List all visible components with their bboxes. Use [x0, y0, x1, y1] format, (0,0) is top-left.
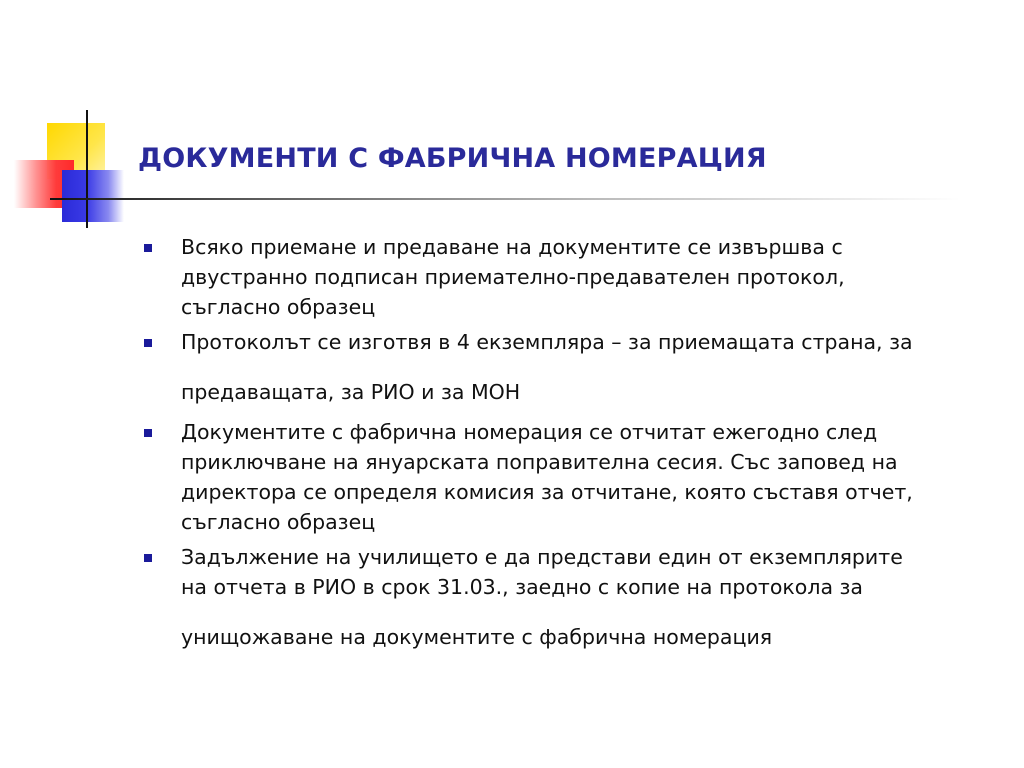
bullet-text-line: Всяко приемане и предаване на документите се извършва с	[181, 235, 843, 259]
square-bullet-icon	[144, 339, 152, 347]
bullet-text-line: приключване на януарската поправителна сесия. Със заповед на	[181, 450, 898, 474]
square-bullet-icon	[144, 554, 152, 562]
bullet-text-line: предаващата, за РИО и за МОН	[181, 380, 521, 404]
bullet-text-line: съгласно образец	[181, 510, 376, 534]
bullet-text-line: Задължение на училището е да представи един от екземплярите	[181, 545, 903, 569]
slide-title: ДОКУМЕНТИ С ФАБРИЧНА НОМЕРАЦИЯ	[138, 143, 767, 174]
square-bullet-icon	[144, 244, 152, 252]
bullet-text-line: двустранно подписан приемателно-предавателен протокол,	[181, 265, 845, 289]
logo-blue-square	[62, 170, 124, 222]
bullet-text-line: Документите с фабрична номерация се отчитат ежегодно след	[181, 420, 878, 444]
bullet-item	[140, 417, 990, 537]
bullet-list	[140, 232, 990, 652]
bullet-item	[140, 232, 990, 322]
title-underline	[50, 198, 960, 200]
bullet-text-line: унищожаване на документите с фабрична номерация	[181, 625, 773, 649]
bullet-item	[140, 542, 990, 652]
bullet-text-line: Протоколът се изготвя в 4 екземпляра – за приемащата страна, за	[181, 330, 913, 354]
square-bullet-icon	[144, 429, 152, 437]
bullet-item	[140, 327, 990, 407]
logo-vertical-line	[86, 110, 88, 228]
bullet-text-line: съгласно образец	[181, 295, 376, 319]
bullet-text-line: на отчета в РИО в срок 31.03., заедно с копие на протокола за	[181, 575, 863, 599]
bullet-text-line: директора се определя комисия за отчитане, която съставя отчет,	[181, 480, 913, 504]
